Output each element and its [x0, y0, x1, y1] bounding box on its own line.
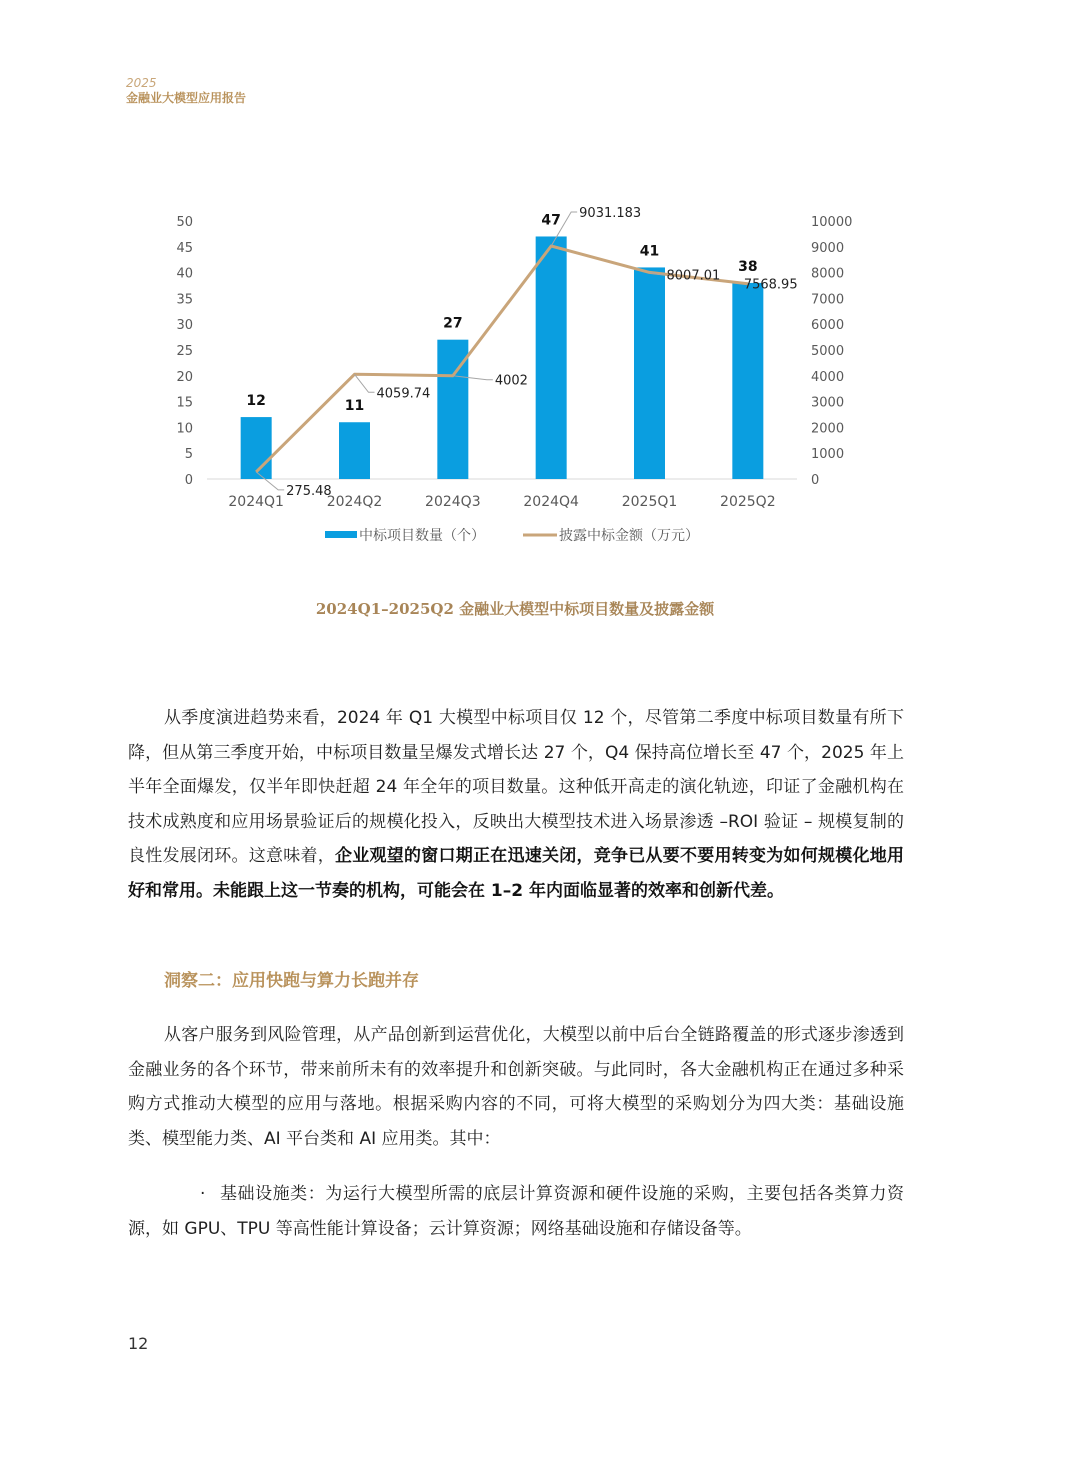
x-tick-label: 2024Q3 [425, 494, 481, 510]
x-tick-label: 2025Q2 [720, 494, 776, 510]
bar-data-label: 12 [246, 393, 266, 410]
bar-data-label: 41 [639, 243, 660, 260]
y-right-tick-label: 0 [811, 473, 820, 488]
bar [732, 283, 763, 479]
paragraph-trend-bold: 企业观望的窗口期正在迅速关闭，竞争已从要不要用转变为如何规模化地用好和常用。未能跟上这一节奏的机构，可能会在 1–2 年内面临显著的效率和创新代差。 [128, 846, 904, 901]
paragraph-categories: 从客户服务到风险管理，从产品创新到运营优化，大模型以前中后台全链路覆盖的形式逐步渗透到金融业务的各个环节，带来前所未有的效率提升和创新突破。与此同时，各大金融机构正在通过多种采购方式推动大模型的应用与落地。根据采购内容的不同，可将大模型的采购划分为四大类：基础设施类、模型能力类、AI 平台类和 AI 应用类。其中： [128, 1025, 904, 1149]
x-tick-label: 2024Q1 [228, 494, 284, 510]
x-tick-label: 2024Q2 [326, 494, 383, 510]
line-data-label: 9031.183 [579, 205, 642, 221]
y-left-tick-label: 45 [176, 240, 193, 256]
y-right-tick-label: 10000 [811, 215, 853, 230]
line-data-label: 7568.95 [743, 277, 798, 293]
header-year: 2025 [126, 76, 157, 90]
legend-line-label: 披露中标金额（万元） [559, 528, 699, 544]
bar-data-label: 27 [443, 315, 463, 332]
y-right-tick-label: 7000 [811, 292, 845, 308]
x-tick-label: 2025Q1 [621, 494, 678, 510]
y-left-tick-label: 40 [176, 266, 193, 282]
bar-line-chart [0, 190, 1080, 560]
bar [241, 417, 272, 479]
y-left-tick-label: 35 [176, 292, 193, 308]
y-right-tick-label: 4000 [811, 369, 845, 385]
page-header [126, 76, 246, 106]
bar-data-label: 38 [738, 258, 758, 275]
y-left-tick-label: 20 [176, 369, 193, 385]
line-data-label: 275.48 [286, 483, 332, 499]
section-title: 洞察二：应用快跑与算力长跑并存 [164, 971, 419, 991]
line-data-label: 4002 [494, 373, 528, 389]
bar-data-label: 11 [344, 398, 365, 415]
legend-bar-label: 中标项目数量（个） [359, 528, 485, 544]
legend-bar-swatch [325, 531, 357, 538]
bar-data-label: 47 [541, 212, 561, 229]
y-right-tick-label: 3000 [811, 395, 845, 411]
y-left-tick-label: 50 [176, 215, 193, 230]
bullet-marker: · [200, 1184, 206, 1204]
paragraph-trend [128, 701, 904, 908]
bar [339, 422, 370, 479]
line-label-leader [355, 374, 375, 392]
y-left-tick-label: 10 [176, 421, 193, 437]
chart-caption: 2024Q1–2025Q2 金融业大模型中标项目数量及披露金额 [315, 600, 715, 618]
header-title: 金融业大模型应用报告 [126, 91, 247, 105]
y-left-tick-label: 30 [176, 318, 193, 334]
paragraph-trend-normal: 从季度演进趋势来看，2024 年 Q1 大模型中标项目仅 12 个，尽管第二季度中标项目数量有所下降，但从第三季度开始，中标项目数量呈爆发式增长达 27 个，Q4 保持高位增长至 47 个，2025 年上半年全面爆发，仅半年即快赶超 24 年全年的项目数量。这种低开高走的演化轨迹，印证了金融机构在技术成熟度和应用场景验证后的规模化投入，反映出大模型技术进入场景渗透 –ROI 验证 – 规模复制的良性发展闭环。这意味着， [128, 708, 904, 866]
page-number: 12 [128, 1334, 149, 1353]
bullet-text: 基础设施类：为运行大模型所需的底层计算资源和硬件设施的采购，主要包括各类算力资源，如 GPU、TPU 等高性能计算设备；云计算资源；网络基础设施和存储设备等。 [128, 1184, 904, 1239]
y-right-tick-label: 6000 [811, 318, 845, 334]
y-left-tick-label: 0 [184, 473, 193, 488]
line-data-label: 4059.74 [376, 386, 431, 402]
y-left-tick-label: 5 [184, 447, 193, 463]
y-left-tick-label: 25 [176, 344, 193, 359]
y-left-tick-label: 15 [176, 395, 193, 411]
y-right-tick-label: 5000 [811, 344, 845, 359]
x-tick-label: 2024Q4 [523, 494, 579, 510]
bar [634, 267, 665, 479]
y-right-tick-label: 8000 [811, 266, 845, 282]
bar [536, 236, 567, 479]
bullet-infrastructure [128, 1177, 904, 1246]
y-right-tick-label: 9000 [811, 240, 845, 256]
y-right-tick-label: 1000 [811, 447, 845, 463]
line-data-label: 8007.01 [666, 268, 721, 284]
y-right-tick-label: 2000 [811, 421, 845, 437]
